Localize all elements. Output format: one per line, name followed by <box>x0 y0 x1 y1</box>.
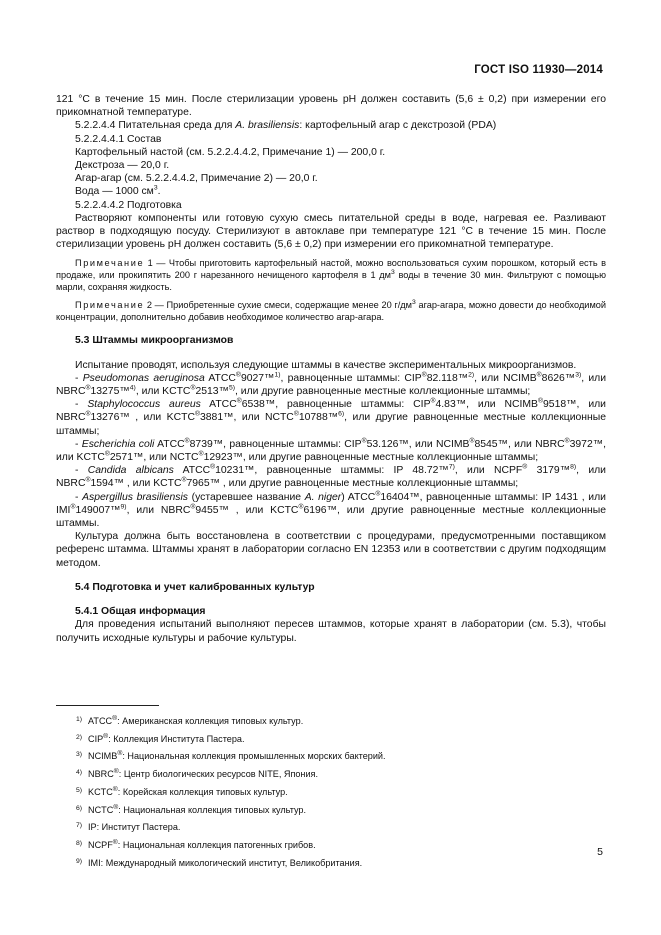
strain-item: - Aspergillus brasiliensis (устаревшее название A. niger) ATCC®16404™, равноценные штаммы: IP 1431 , или IMI®149007™$^{9)}$, или NBRC®9455™ , или KCTC®6196™, или другие равноценные местные коллекционные штаммы. <box>56 490 606 530</box>
note-2: Примечание 2 — Приобретенные сухие смеси, содержащие менее 20 $г/дм^3$ агар-агара, можно довести до необходимой концентрации, дополнительно добавив необходимое количество агар-агара. <box>56 299 606 323</box>
footnote-item: 8) NCPF®: Национальная коллекция патогенных грибов. <box>76 838 316 850</box>
section-heading: 5.4 Подготовка и учет калиброванных культур <box>75 581 315 593</box>
paragraph: Декстроза — 20,0 г. <box>75 160 170 172</box>
footnote-separator <box>56 705 159 706</box>
paragraph: 5.2.2.4.4.1 Состав <box>75 133 162 145</box>
note-1: Примечание 1 — Чтобы приготовить картофельный настой, можно воспользоваться сухим порошком, который есть в продаже, или прокипятить 200 г нарезанного нечищеного картофеля в 1 $дм^3$ воды в течение 30 мин. Фильтруют с помощью марли, сохраняя жидкость. <box>56 258 606 293</box>
footnote-item: 3) NCIMB®: Национальная коллекция промышленных морских бактерий. <box>76 750 386 762</box>
strain-item: - Escherichia coli ATCC®8739™, равноценные штаммы: CIP®53.126™, или NCIMB®8545™, или NBRC®3972™, или KCTC®2571™, или NCTC®12923™, или другие равноценные местные коллекционные штаммы; <box>56 437 607 464</box>
paragraph: Картофельный настой (см. 5.2.2.4.4.2, Примечание 1) — 200,0 г. <box>75 146 386 158</box>
footnote-item: 7) IP: Институт Пастера. <box>76 822 181 833</box>
paragraph: Испытание проводят, используя следующие штаммы в качестве экспериментальных микроорганизмов. <box>75 359 577 371</box>
strain-item: - Candida albicans ATCC®10231™, равноценные штаммы: IP 48.72™$^{7)}$, или NCPF® 3179™$^{8)}$, или NBRC®1594™ , или KCTC®7965™ , или другие равноценные местные коллекционные штаммы; <box>56 463 606 490</box>
paragraph: Агар-агар (см. 5.2.2.4.4.2, Примечание 2) — 20,0 г. <box>75 173 318 185</box>
strain-item: - Pseudomonas aeruginosa ATCC®9027™$^{1)}$, равноценные штаммы: CIP®82.118™$^{2)}$, или NCIMB®8626™$^{3)}$, или NBRC®13275™$^{4)}$, или KCTC®2513™$^{5)}$, или другие равноценные местные коллекционные штаммы; <box>56 371 607 398</box>
paragraph: Растворяют компоненты или готовую сухую смесь питательной среды в воде, нагревая ее. Разливают раствор в подходящую посуду. Стерилизуют в автоклаве при температуре 121 °C в течение 15 мин. После стерилизации уровень pH должен составить (5,6 ± 0,2) при измерении его прикомнатной температуре. <box>56 212 606 251</box>
footnote-item: 6) NCTC®: Национальная коллекция типовых культур. <box>76 803 307 815</box>
paragraph: 121 °C в течение 15 мин. После стерилизации уровень pH должен составить (5,6 ± 0,2) при измерении его прикомнатной температуре. <box>56 94 606 119</box>
paragraph: Вода — 1000 $см^3$. <box>75 184 161 198</box>
footnote-item: 2) CIP®: Коллекция Института Пастера. <box>76 732 245 744</box>
paragraph: 5.2.2.4.4 Питательная среда для A. brasiliensis: картофельный агар с декстрозой (PDA) <box>75 120 497 132</box>
page-number: 5 <box>597 846 603 858</box>
subsection-heading: 5.4.1 Общая информация <box>75 606 206 618</box>
paragraph: 5.2.2.4.4.2 Подготовка <box>75 199 182 211</box>
paragraph: Культура должна быть восстановлена в соответствии с процедурами, предусмотренными поставщиком референс штамма. Штаммы хранят в лаборатории согласно EN 12353 или в соответствии с другим подходящим методом. <box>56 531 606 569</box>
footnote-item: 4) NBRC®: Центр биологических ресурсов NITE, Япония. <box>76 768 318 780</box>
footnotes <box>76 712 386 871</box>
footnote-item: 5) KCTC®: Корейская коллекция типовых культур. <box>76 785 288 797</box>
section-heading: 5.3 Штаммы микроорганизмов <box>75 335 234 347</box>
footnote-item: 9) IMI: Международный микологический институт, Великобритания. <box>76 857 363 868</box>
page-body <box>56 93 606 645</box>
paragraph: Для проведения испытаний выполняют пересев штаммов, которые хранят в лаборатории (см. 5.3), чтобы получить исходные культуры и рабочие культуры. <box>56 619 606 644</box>
footnote-item: 1) ATCC®: Американская коллекция типовых культур. <box>76 714 304 726</box>
strain-item: - Staphylococcus aureus ATCC®6538™, равноценные штаммы: CIP®4.83™, или NCIMB®9518™, или NBRC®13276™ , или KCTC®3881™, или NCTC®10788™$^{6)}$, или другие равноценные местные коллекционные штаммы; <box>56 397 606 437</box>
document-id: ГОСТ ISO 11930—2014 <box>474 64 603 76</box>
